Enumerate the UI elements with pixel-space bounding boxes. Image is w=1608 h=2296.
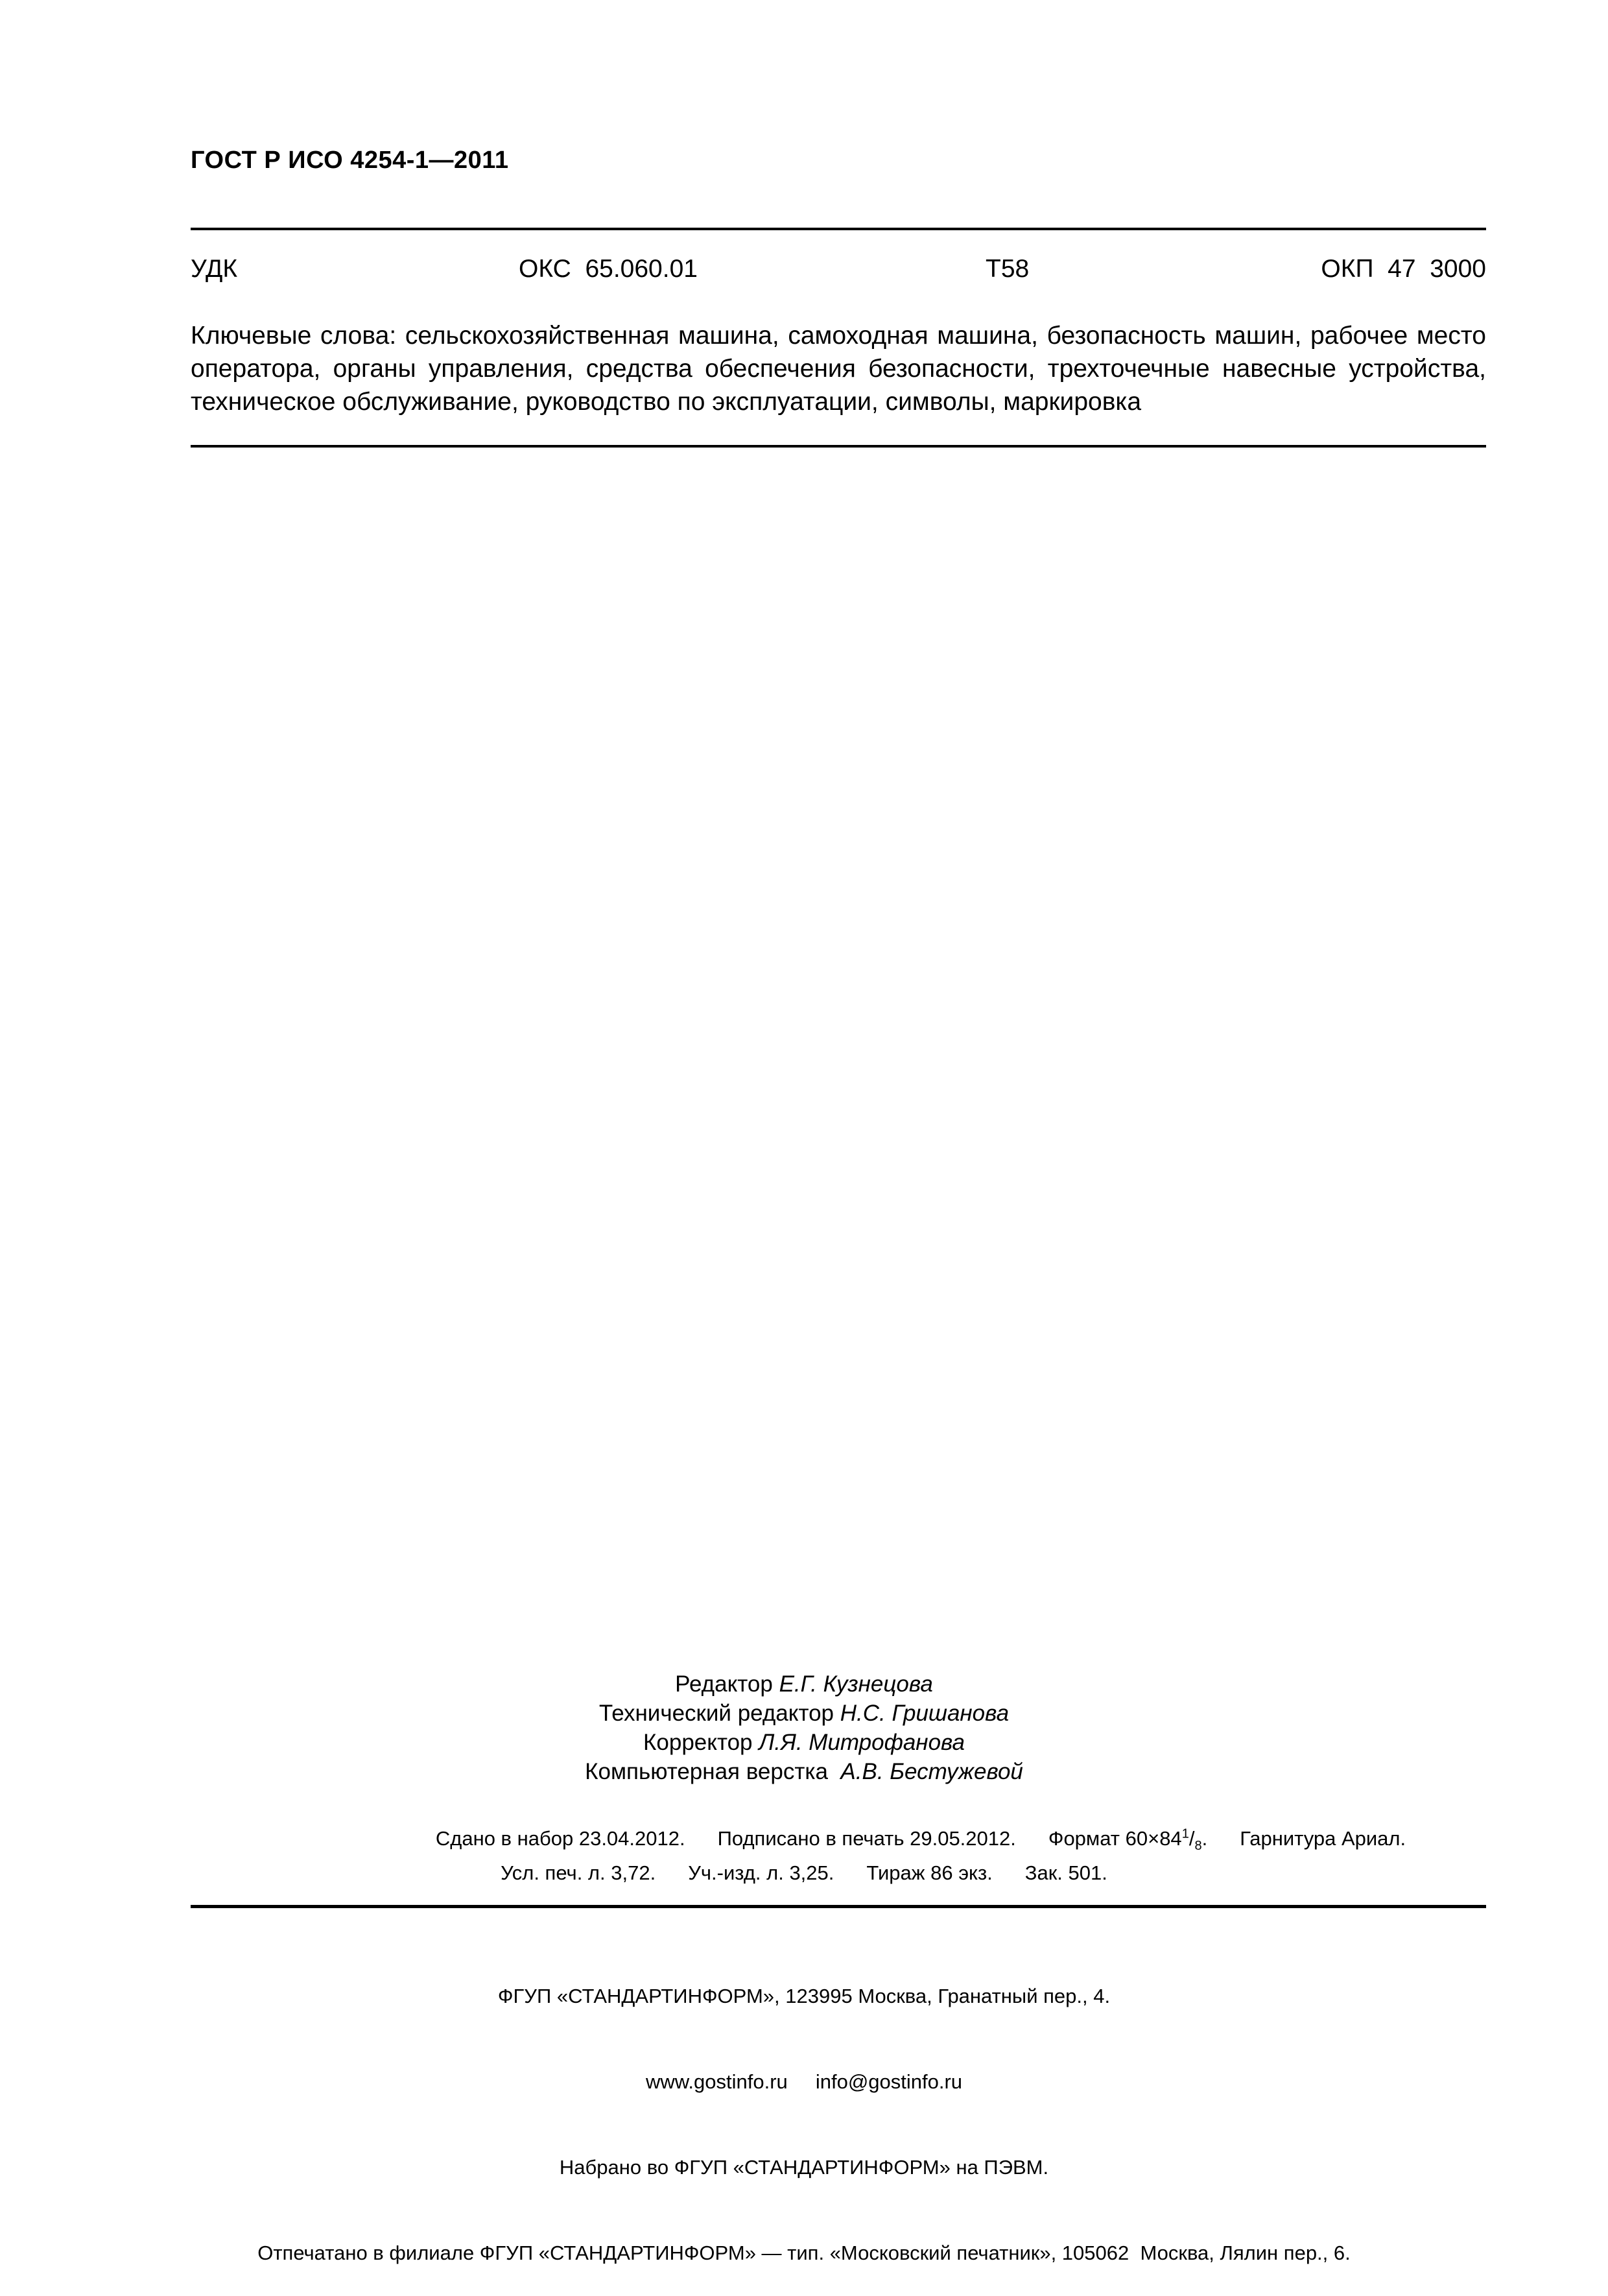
- staff-role: Технический редактор: [598, 1701, 834, 1726]
- staff-proofreader: [0, 1728, 1608, 1757]
- order-number: Зак. 501.: [1024, 1861, 1107, 1884]
- staff-name: А.В. Бестужевой: [840, 1759, 1023, 1784]
- print-info-line-1: [117, 1826, 1608, 1854]
- paper-format: Формат $60\times 84^1/_8$.: [1048, 1826, 1208, 1854]
- email-link[interactable]: info@gostinfo.ru: [815, 2070, 963, 2093]
- keywords-paragraph: Ключевые слова: сельскохозяйственная машина, самоходная машина, безопасность машин, рабочее место оператора, органы управления, средства обеспечения безопасности, трехточечные навесные устройства, техническое обслуживание, руководство по эксплуатации, символы, маркировка: [191, 322, 1486, 416]
- staff-layout: [0, 1757, 1608, 1786]
- staff-name: Н.С. Гришанова: [840, 1701, 1010, 1726]
- staff-tech-editor: [0, 1699, 1608, 1728]
- staff-editor: [0, 1669, 1608, 1699]
- staff-role: Компьютерная верстка: [585, 1759, 834, 1784]
- staff-name: Л.Я. Митрофанова: [759, 1730, 965, 1755]
- printed-info: Отпечатано в филиале ФГУП «СТАНДАРТИНФОРМ» — тип. «Московский печатник», 105062 Москва, Лялин пер., 6.: [257, 2242, 1351, 2264]
- staff-role: Корректор: [643, 1730, 753, 1755]
- udk-label: УДК: [191, 255, 238, 283]
- print-run: Тираж 86 экз.: [866, 1861, 993, 1884]
- typeset-info: Набрано во ФГУП «СТАНДАРТИНФОРМ» на ПЭВМ.: [559, 2156, 1049, 2179]
- okp-code: ОКП 47 3000: [1321, 255, 1486, 283]
- contacts: [0, 2068, 1608, 2096]
- print-info-line-2: [0, 1861, 1608, 1885]
- staff-role: Редактор: [675, 1671, 773, 1697]
- staff-name: Е.Г. Кузнецова: [779, 1671, 933, 1697]
- website-link[interactable]: www.gostinfo.ru: [645, 2070, 788, 2093]
- print-sheets: Усл. печ. л. 3,72.: [501, 1861, 656, 1884]
- staff-credits: [0, 1669, 1608, 1786]
- publisher-footer: [0, 1925, 1608, 2296]
- document-code: ГОСТ Р ИСО 4254-1—2011: [191, 147, 509, 174]
- oks-code: ОКС 65.060.01: [519, 255, 698, 283]
- footer-divider: [191, 1905, 1486, 1908]
- submitted-date: Сдано в набор 23.04.2012.: [435, 1827, 685, 1850]
- t-code: Т58: [986, 255, 1030, 283]
- edit-sheets: Уч.-изд. л. 3,25.: [688, 1861, 834, 1884]
- top-divider: [191, 228, 1486, 230]
- signed-date: Подписано в печать 29.05.2012.: [717, 1827, 1016, 1850]
- typeface: Гарнитура Ариал.: [1240, 1827, 1406, 1850]
- keywords-divider: [191, 445, 1486, 448]
- publisher-address: ФГУП «СТАНДАРТИНФОРМ», 123995 Москва, Гранатный пер., 4.: [497, 1985, 1111, 2007]
